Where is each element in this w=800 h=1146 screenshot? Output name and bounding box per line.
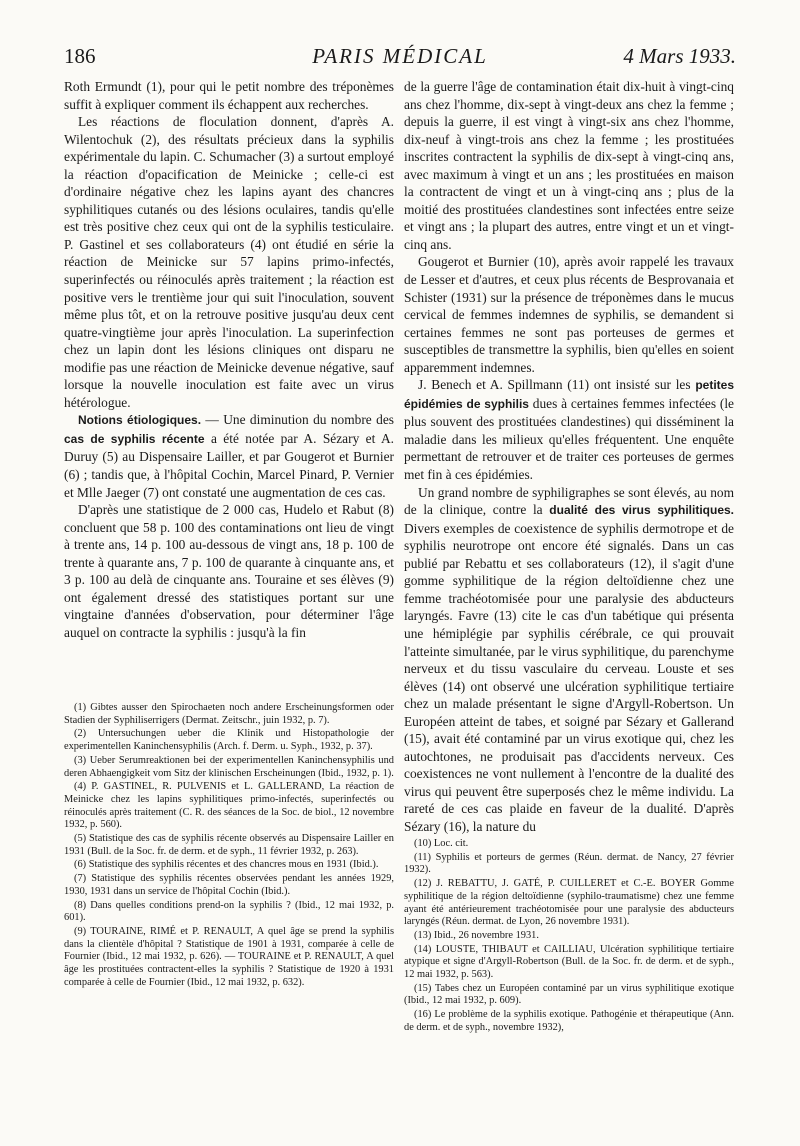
right-column [404, 78, 734, 836]
text-run: dues à certaines femmes infectées (le plus souvent des prostituées clandestines) qui disséminent la maladie dans les milieux qu'elles fréquentent. Une enquête permettant de retrouver et de traiter ces porteuses de germes met fin à ces épidémies. [404, 395, 734, 483]
footnote: (12) J. REBATTU, J. GATÉ, P. CUILLERET et C.-E. BOYER Gomme syphilitique de la région deltoïdienne (syphilo-traumatisme) chez une femme ayant été antérieurement trachéotomisée pour une paralysie des abducteurs laryngés (Réun. dermat. de Lyon, 26 novembre 1931). [404, 878, 734, 928]
paragraph: Roth Ermundt (1), pour qui le petit nombre des tréponèmes suffit à expliquer comment ils échappent aux recherches. [64, 79, 394, 112]
paragraph: D'après une statistique de 2 000 cas, Hudelo et Rabut (8) concluent que 58 p. 100 des contaminations ont lieu de vingt à trente ans, 14 p. 100 au-dessous de vingt ans, 18 p. 100 de trente à quarante ans, 7 p. 100 de quarante à cinquante ans, et 3 p. 100 au delà de cinquante ans. Touraine et ses élèves (9) ont également dressé des statistiques portant sur une vingtaine d'années d'observation, pour déterminer l'âge auquel on contracte la syphilis : jusqu'à la fin [64, 502, 394, 640]
paragraph [64, 411, 394, 501]
right-footnotes [404, 838, 734, 1036]
footnote: (10) Loc. cit. [414, 838, 469, 849]
footnote: (2) Untersuchungen ueber die Klinik und Histopathologie der experimentellen Kaninchensyphilis (Arch. f. Derm. u. Syph., 1932, p. 37). [64, 728, 394, 753]
footnote: (3) Ueber Serumreaktionen bei der experimentellen Kaninchensyphilis und deren Abhaengigkeit vom Sitz der klinischen Erscheinungen (Ibid., 1932, p. 1). [64, 754, 394, 779]
footnote: (9) TOURAINE, RIMÉ et P. RENAULT, A quel âge se prend la syphilis dans la clientèle d'hôpital ? Statistique de 1901 à 1931, comparée à celle de Fournier (Ibid., 12 mai 1932, p. 626). — TOURAINE et P. RENAULT, A quel âge les prostituées contractent-elles la syphilis ? Statistique de 1920 à 1931 comparée à celle de Fournier (Ibid., 12 mai 1932, p. 632). [64, 925, 394, 988]
footnote: (5) Statistique des cas de syphilis récente observés au Dispensaire Lailler en 1931 (Bull. de la Soc. fr. de derm. et de syph., 11 février 1932, p. 263). [64, 833, 394, 857]
journal-title: PARIS MÉDICAL [312, 44, 488, 68]
text-run: Divers exemples de coexistence de syphilis dermotrope et de syphilis neurotrope ont encore été signalés. Dans un cas publié par Rebattu et ses collaborateurs (12), il s'agit d'une gomme syphilitique de la région deltoïdienne chez une femme trachéotomisée pour une paralysie des abducteurs laryngés. Favre (13) cite le cas d'un tabétique qui présenta une hémiplégie par syphilis cérébrale, ce qui prouvait l'atteinte simultanée, par le virus syphilitique, du parenchyme nerveux et du tissu vasculaire du cerveau. Louste et ses élèves (14) ont observé une ulcération syphilitique tertiaire chez un malade présentant le signe d'Argyll-Robertson. Un Européen atteint de tabes, et soigné par Sézary et Gallerand (15), avait été contaminé par un virus exotique qui, chez les autochtones, ne produisait pas d'accidents nerveux. Ces coexistences ne vont nullement à l'encontre de la dualité des virus qui peuvent être superposés chez le même individu. La rareté de ces cas plaide en faveur de la dualité. D'après Sézary (16), la nature du [404, 520, 734, 834]
footnote: (8) Dans quelles conditions prend-on la syphilis ? (Ibid., 12 mai 1932, p. 601). [64, 899, 394, 924]
bold-phrase: petites épidémies de syphilis [404, 378, 734, 411]
paragraph: Gougerot et Burnier (10), après avoir rappelé les travaux de Lesser et d'autres, et ceux plus récents de Besprovanaia et Schister (1931) sur la présence de tréponèmes dans le mucus cervical de femmes indemnes de syphilis, se demandent si certaines femmes ne sont pas porteuses de germes et susceptibles de transmettre la syphilis, bien qu'elles en soient apparemment indemnes. [404, 254, 734, 375]
left-footnotes [64, 702, 394, 990]
bold-phrase: Notions étiologiques. [78, 413, 202, 428]
text-run: J. Benech et A. Spillmann (11) ont insisté sur les [418, 377, 696, 393]
text-run: — Une diminution du nombre des [201, 412, 394, 428]
footnote: (13) Ibid., 26 novembre 1931. [414, 929, 539, 941]
page-number: 186 [64, 44, 96, 68]
paragraph [404, 484, 734, 836]
footnote: (4) P. GASTINEL, R. PULVENIS et L. GALLERAND, La réaction de Meinicke chez les lapins syphilitiques primo-infectés, superinfectés ou réinoculés après traitement (C. R. des séances de la Soc. de biol., 12 novembre 1932, p. 560). [64, 781, 394, 831]
paragraph: Les réactions de floculation donnent, d'après A. Wilentochuk (2), des résultats précieux dans la syphilis expérimentale du lapin. C. Schumacher (3) a surtout employé la réaction d'opacification de Meinicke ; celle-ci est d'ordinaire négative chez les lapins ayant des chancres syphilitiques cutanés ou des lésions oculaires, tandis qu'elle est très positive chez ceux qui ont de la syphilis testiculaire. P. Gastinel et ses collaborateurs (4) ont étudié en série la réaction de Meinicke sur 57 lapins primo-infectés, superinfectés ou réinoculés après traitement ; la réaction est positive vers le trentième jour qui suit l'inoculation, souvent même plus tôt, et on la retrouve positive jusqu'au deux cent quatre-vingtième jour après l'inoculation. La superinfection chez un lapin dont les lésions cliniques ont disparu ne modifie pas une réaction de Meinicke devenue négative, sauf lorsque la nouvelle inoculation est faite avec un virus hétérologue. [64, 114, 394, 410]
footnote: (11) Syphilis et porteurs de germes (Réun. dermat. de Nancy, 27 février 1932). [404, 851, 734, 876]
running-header [64, 44, 736, 70]
text-run: Un grand nombre de syphiligraphes se sont élevés, au nom de la clinique, contre la [404, 484, 734, 518]
right-body-text [404, 78, 734, 836]
bold-phrase: dualité des virus syphilitiques. [549, 503, 734, 518]
footnote: (1) Gibtes ausser den Spirochaeten noch andere Erscheinungsformen oder Stadien der Syphiliserrigers (Dermat. Zeitschr., juin 1932, p. 7). [64, 702, 394, 726]
issue-date: 4 Mars 1933. [623, 44, 736, 68]
text-run: a été notée par A. Sézary et A. Duruy (5) au Dispensaire Lailler, et par Gougerot et Burnier (6) ; tandis que, à l'hôpital Cochin, Marcel Pinard, P. Vernier et Mlle Jaeger (7) ont constaté une augmentation de ces cas. [64, 430, 394, 500]
footnote: (16) Le problème de la syphilis exotique. Pathogénie et thérapeutique (Ann. de derm. et de syph., novembre 1932), [404, 1009, 734, 1033]
left-column [64, 78, 394, 642]
footnote: (7) Statistique des syphilis récentes observées pendant les années 1929, 1930, 1931 dans un service de l'hôpital Cochin (Ibid.). [64, 873, 394, 897]
paragraph: de la guerre l'âge de contamination était dix-huit à vingt-cinq ans chez l'homme, dix-sept à vingt-deux ans chez la femme ; depuis la guerre, il est vingt à vingt-six ans chez l'homme, dix-neuf à vingt-trois ans chez la femme ; les prostituées inscrites contractent la syphilis de dix-sept à vingt-cinq ans, avec maximum à vingt et un ans ; les prostituées en maison la contractent de vingt et un à vingt-cinq ans ; plus de la moitié des prostituées clandestines sont infectées entre seize et vingt ans ; la plupart des autres, entre vingt et un et vingt-cinq ans. [404, 79, 734, 252]
footnote: (15) Tabes chez un Européen contaminé par un virus syphilitique exotique (Ibid., 12 mai 1932, p. 609). [404, 982, 734, 1007]
footnote: (14) LOUSTE, THIBAUT et CAILLIAU, Ulcération syphilitique tertiaire atypique et signe d'Argyll-Robertson (Bull. de la Soc. fr. de derm. et de syph., 12 mai 1932, p. 563). [404, 943, 734, 981]
footnote: (6) Statistique des syphilis récentes et des chancres mous en 1931 (Ibid.). [74, 859, 379, 871]
bold-phrase: cas de syphilis récente [64, 431, 205, 446]
left-body-text [64, 78, 394, 642]
paragraph [404, 376, 734, 483]
